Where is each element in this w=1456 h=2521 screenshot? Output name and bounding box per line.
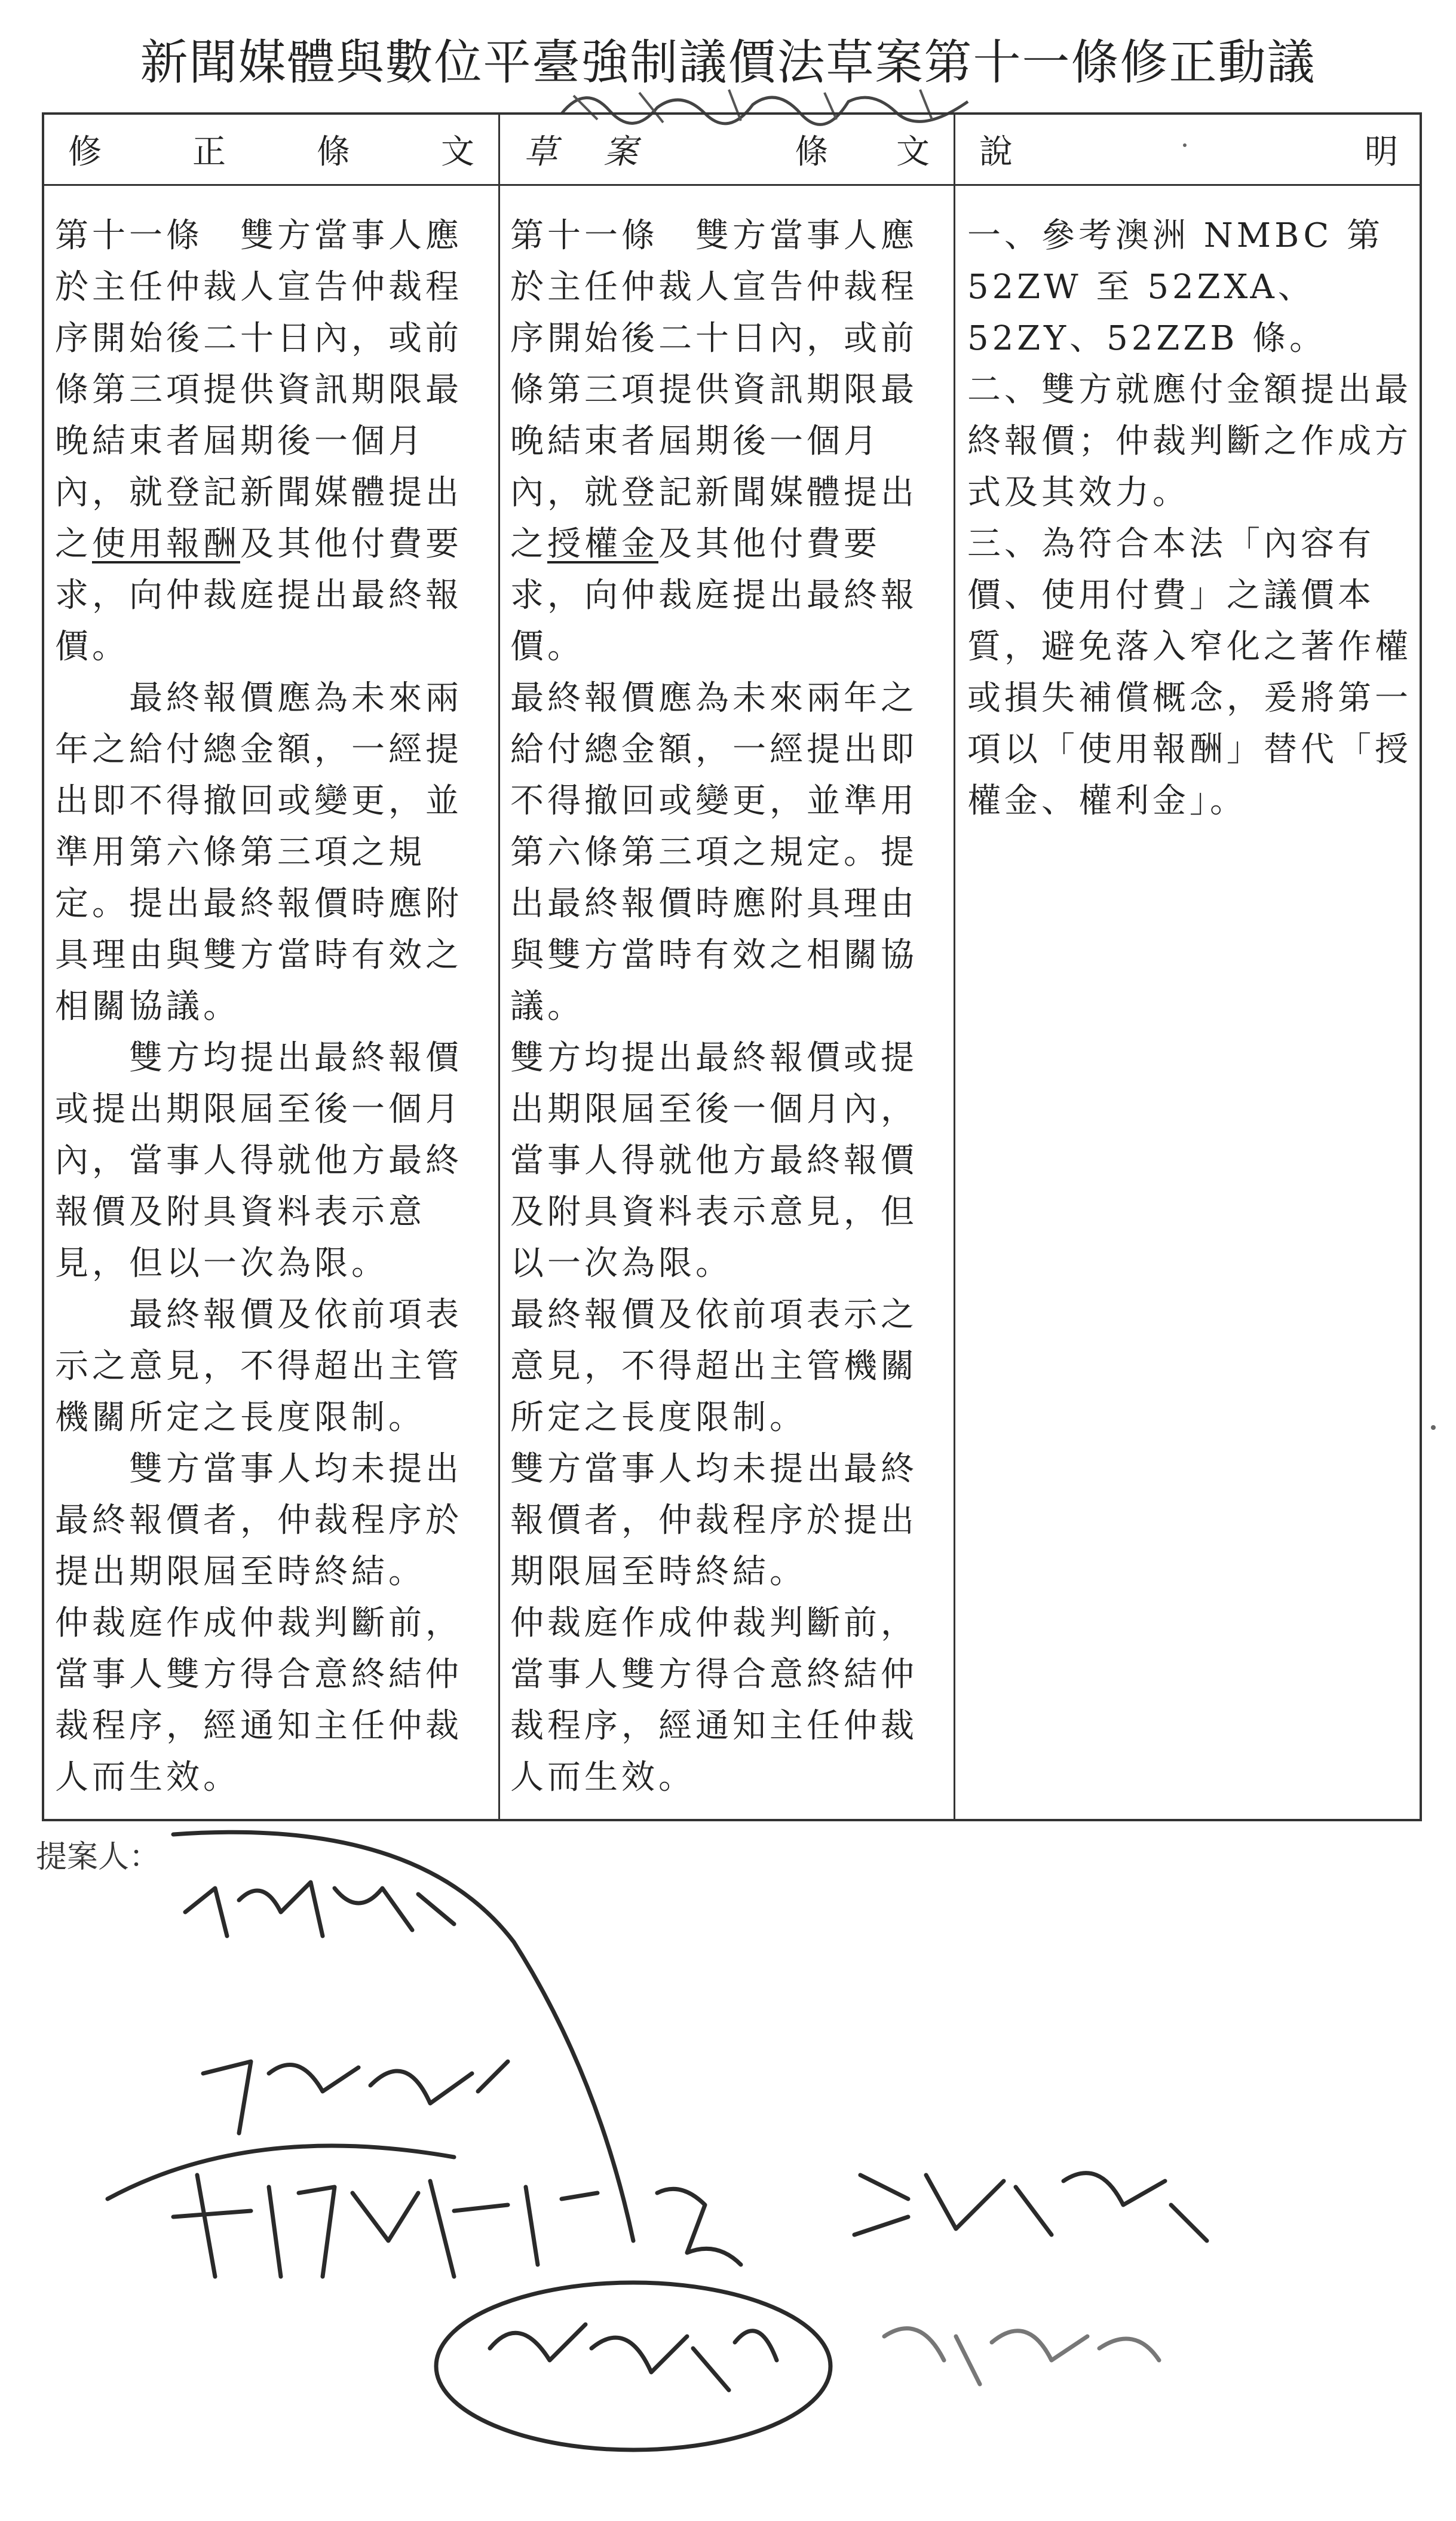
draft-paragraph: 雙方均提出最終報價或提出期限屆至後一個月內，當事人得就他方最終報價及附具資料表示意見，但以一次為限。 xyxy=(510,1039,918,1283)
explanation-item: 三、為符合本法「內容有價、使用付費」之議價本質，避免落入窄化之著作權或損失補償概念，爰將第一項以「使用報酬」替代「授權金、權利金」。 xyxy=(967,525,1412,820)
signature-6 xyxy=(884,2329,1159,2384)
signature-4 xyxy=(854,2173,1207,2241)
signature-3b xyxy=(657,2189,741,2265)
signature-3 xyxy=(173,2175,597,2277)
proposer-label: 提案人： xyxy=(36,1839,161,1875)
scan-dot xyxy=(1431,1425,1436,1430)
header-char: 文 xyxy=(896,133,930,171)
header-char: 文 xyxy=(441,133,474,171)
signature-circle xyxy=(436,2283,830,2450)
amended-paragraph: 雙方當事人均未提出最終報價者，仲裁程序於提出期限屆至時終結。 xyxy=(55,1450,462,1591)
header-draft-prefix: 草 案 xyxy=(524,133,655,171)
header-char: 條 xyxy=(795,133,829,171)
underlined-term: 使用報酬 xyxy=(92,525,240,563)
page-title: 新聞媒體與數位平臺強制議價法草案第十一條修正動議 xyxy=(140,35,1316,90)
signatures-area xyxy=(0,1822,1456,2516)
explanation-item: 一、參考澳洲 NMBC 第 52ZW 至 52ZXA、52ZY、52ZZB 條。 xyxy=(967,216,1384,358)
signature-1 xyxy=(185,1882,454,1936)
column-divider xyxy=(954,115,955,1819)
underlined-term: 授權金 xyxy=(547,525,658,563)
amended-paragraph: 最終報價及依前項表示之意見，不得超出主管機關所定之長度限制。 xyxy=(55,1295,462,1437)
header-draft xyxy=(500,115,954,184)
header-char: 說 xyxy=(979,133,1013,171)
comparison-table xyxy=(42,112,1422,1821)
draft-paragraph: 仲裁庭作成仲裁判斷前，當事人雙方得合意終結仲裁程序，經通知主任仲裁人而生效。 xyxy=(510,1604,918,1797)
column-divider xyxy=(498,115,500,1819)
draft-paragraph: 最終報價應為未來兩年之給付總金額，一經提出即不得撤回或變更，並準用第六條第三項之規定。提出最終報價時應附具理由與雙方當時有效之相關協議。 xyxy=(510,679,918,1026)
table-header xyxy=(44,115,1420,184)
signature-5 xyxy=(490,2324,777,2390)
draft-column xyxy=(510,210,946,1807)
amended-paragraph: 最終報價應為未來兩年之給付總金額，一經提出即不得撤回或變更，並準用第六條第三項之規定。提出最終報價時應附具理由與雙方當時有效之相關協議。 xyxy=(55,679,462,1026)
header-char: 明 xyxy=(1365,133,1398,171)
header-char: 正 xyxy=(192,133,226,171)
draft-paragraph: 第十一條 雙方當事人應於主任仲裁人宣告仲裁程序開始後二十日內，或前條第三項提供資訊期限最晚結束者屆期後一個月內，就登記新聞媒體提出之授權金及其他付費要求，向仲裁庭提出最終報價。 xyxy=(510,216,918,666)
amended-column xyxy=(55,210,491,1807)
header-divider xyxy=(44,184,1420,186)
header-char: 修 xyxy=(68,133,102,171)
amended-paragraph: 仲裁庭作成仲裁判斷前，當事人雙方得合意終結仲裁程序，經通知主任仲裁人而生效。 xyxy=(55,1604,462,1797)
draft-paragraph: 雙方當事人均未提出最終報價者，仲裁程序於提出期限屆至時終結。 xyxy=(510,1450,918,1591)
scan-dot xyxy=(1183,143,1187,147)
explanation-item: 二、雙方就應付金額提出最終報價；仲裁判斷之作成方式及其效力。 xyxy=(967,370,1412,512)
signature-2 xyxy=(203,2061,508,2133)
header-explanation xyxy=(955,115,1422,184)
explanation-column xyxy=(967,210,1412,1807)
header-char: 條 xyxy=(317,133,350,171)
amended-paragraph: 第十一條 雙方當事人應於主任仲裁人宣告仲裁程序開始後二十日內，或前條第三項提供資訊期限最晚結束者屆期後一個月內，就登記新聞媒體提出之使用報酬及其他付費要求，向仲裁庭提出最終報價。 xyxy=(55,216,462,666)
header-amended xyxy=(44,115,498,184)
signature-stroke xyxy=(173,1832,633,2241)
amended-paragraph: 雙方均提出最終報價或提出期限屆至後一個月內，當事人得就他方最終報價及附具資料表示意見，但以一次為限。 xyxy=(55,1039,462,1283)
draft-paragraph: 最終報價及依前項表示之意見，不得超出主管機關所定之長度限制。 xyxy=(510,1295,918,1437)
